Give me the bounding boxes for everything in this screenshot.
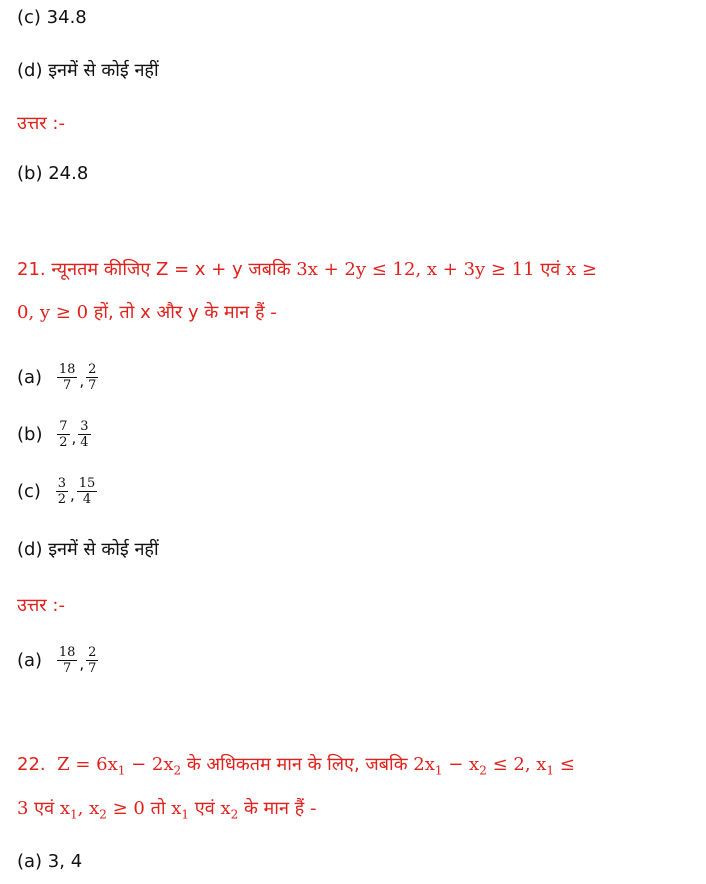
q21-text-a: 21. न्यूनतम कीजिए Z = x + y जबकि	[17, 259, 297, 280]
fraction: $\frac{3}{4}$	[80, 419, 89, 450]
option-label: (c)	[17, 480, 41, 502]
q21-line-2	[17, 301, 277, 325]
option-c-previous: (c) 34.8	[17, 7, 87, 28]
q21-line-1	[17, 258, 597, 282]
q21-option-a: (a) $\frac{18}{7}$ , $\frac{2}{7}$	[17, 362, 97, 393]
q21-y-geq: 0, y ≥ 0	[17, 302, 89, 323]
answer-2: (a) $\frac{18}{7}$ , $\frac{2}{7}$	[17, 645, 97, 676]
q21-option-d: (d) इनमें से कोई नहीं	[17, 539, 159, 560]
fraction: $\frac{18}{7}$	[58, 645, 76, 676]
q21-x-geq: x ≥	[566, 259, 597, 280]
fraction: $\frac{2}{7}$	[88, 362, 97, 393]
fraction: $\frac{15}{4}$	[78, 476, 96, 507]
option-d-previous: (d) इनमें से कोई नहीं	[17, 60, 159, 81]
answer-1: (b) 24.8	[17, 163, 89, 184]
option-label: (b)	[17, 423, 43, 445]
q22-text: के अधिकतम मान के लिए, जबकि	[181, 754, 414, 775]
answer-label-2: उत्तर :-	[17, 595, 65, 616]
option-label: (a)	[17, 649, 43, 671]
q21-option-c: (c) $\frac{3}{2}$ , $\frac{15}{4}$	[17, 476, 96, 507]
fraction: $\frac{2}{7}$	[88, 645, 97, 676]
q21-option-b: (b) $\frac{7}{2}$ , $\frac{3}{4}$	[17, 419, 89, 450]
option-label: (a)	[17, 366, 43, 388]
fraction: $\frac{7}{2}$	[59, 419, 68, 450]
fraction: $\frac{18}{7}$	[58, 362, 76, 393]
q21-and: एवं	[534, 259, 567, 280]
q22-constraint: $2x_1 - x_2 \le 2$, $x_1$ ≤	[413, 754, 575, 778]
q21-text-b: हों, तो x और y के मान हैं -	[88, 302, 277, 323]
answer-label-1: उत्तर :-	[17, 113, 65, 134]
q22-option-a: (a) 3, 4	[17, 851, 83, 872]
q21-constraint: 3x + 2y ≤ 12, x + 3y ≥ 11	[296, 259, 535, 280]
fraction: $\frac{3}{2}$	[57, 476, 66, 507]
q22-number: 22.	[17, 754, 46, 775]
q22-line-1	[17, 753, 575, 783]
q22-line-2: 3 एवं $x_1$, $x_2 \ge 0$ तो $x_1$ एवं $x_2$ के मान हैं -	[17, 798, 317, 822]
q22-objective: $Z = 6x_1 - 2x_2$	[57, 754, 182, 778]
